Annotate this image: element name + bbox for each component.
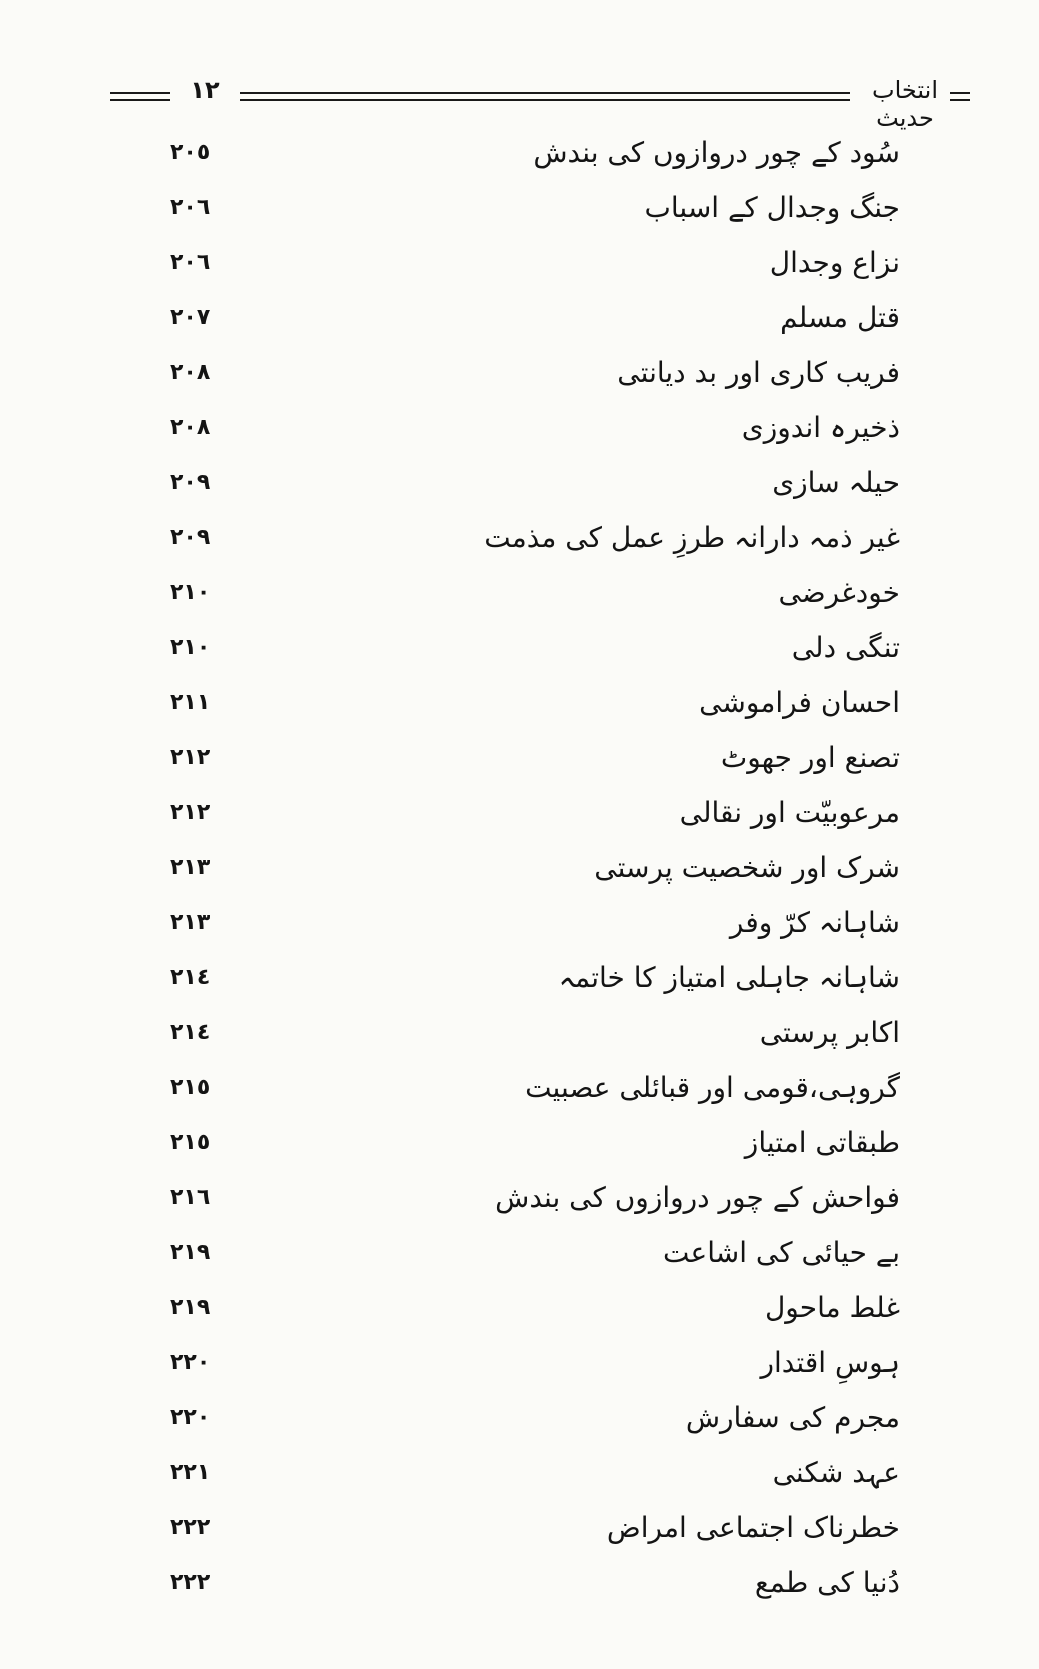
toc-entry-page: ٢١١ [170,690,211,715]
toc-entry [160,1010,920,1065]
toc-entry-title: بے حیائی کی اشاعت [663,1236,900,1269]
toc-entry-page: ٢٠٩ [170,470,211,495]
toc-entry [160,845,920,900]
toc-entry-title: فریب کاری اور بد دیانتی [617,356,900,389]
table-of-contents [160,130,920,1615]
toc-entry-page: ٢٢٠ [170,1405,211,1430]
toc-entry-title: فواحش کے چور دروازوں کی بندش [495,1181,900,1214]
toc-entry [160,955,920,1010]
toc-entry-title: شاہانہ کرّ وفر [729,906,900,939]
toc-entry-title: تصنع اور جھوٹ [720,741,900,774]
toc-entry-page: ٢١٦ [170,1185,211,1210]
toc-entry [160,185,920,240]
toc-entry-page: ٢٢١ [170,1460,211,1485]
toc-entry-title: گروہی،قومی اور قبائلی عصبیت [525,1071,900,1104]
toc-entry-title: سُود کے چور دروازوں کی بندش [533,136,900,169]
toc-entry-title: غیر ذمہ دارانہ طرزِ عمل کی مذمت [484,521,900,554]
toc-entry-page: ٢٠٦ [170,250,211,275]
toc-entry-title: نزاع وجدال [769,246,900,279]
toc-entry [160,680,920,735]
header-rule-right [950,92,970,101]
toc-entry [160,405,920,460]
toc-entry-page: ٢٠٨ [170,415,211,440]
toc-entry-page: ٢٠٧ [170,305,211,330]
toc-entry-title: خودغرضی [778,576,900,609]
toc-entry [160,1065,920,1120]
toc-entry [160,515,920,570]
toc-entry-page: ٢٢٢ [170,1515,211,1540]
toc-entry-title: تنگی دلی [791,631,900,664]
toc-entry [160,130,920,185]
toc-entry-title: جنگ وجدال کے اسباب [644,191,900,224]
book-title: انتخاب حدیث [872,76,938,132]
toc-entry-page: ٢١٤ [170,965,211,990]
toc-entry-page: ٢١٩ [170,1240,211,1265]
toc-entry-title: غلط ماحول [764,1291,900,1324]
toc-entry-title: قتل مسلم [780,301,900,334]
toc-entry-page: ٢١٩ [170,1295,211,1320]
toc-entry-title: ہوسِ اقتدار [760,1346,900,1379]
toc-entry-title: طبقاتی امتیاز [744,1126,900,1159]
toc-entry-page: ٢١٥ [170,1130,211,1155]
toc-entry-title: احسان فراموشی [699,686,900,719]
header-rule-middle [240,92,850,101]
toc-entry-title: ذخیرہ اندوزی [741,411,900,444]
toc-entry [160,1175,920,1230]
toc-entry-page: ٢١٠ [170,635,211,660]
toc-entry [160,460,920,515]
page-number: ١٢ [190,76,220,104]
toc-entry-title: خطرناک اجتماعی امراض [606,1511,900,1544]
toc-entry-page: ٢١٢ [170,800,211,825]
toc-entry-page: ٢١٢ [170,745,211,770]
toc-entry [160,790,920,845]
toc-entry-page: ٢١٥ [170,1075,211,1100]
toc-entry [160,625,920,680]
toc-entry [160,735,920,790]
toc-entry [160,1120,920,1175]
toc-entry-page: ٢٢٠ [170,1350,211,1375]
running-header [110,70,970,132]
toc-entry-title: مرعوبیّت اور نقالی [679,796,900,829]
toc-entry-title: شاہانہ جاہلی امتیاز کا خاتمہ [558,961,900,994]
toc-entry [160,1340,920,1395]
toc-entry-page: ٢٠٥ [170,140,211,165]
toc-entry-page: ٢١٣ [170,910,211,935]
toc-entry [160,1450,920,1505]
toc-entry [160,1395,920,1450]
toc-entry [160,1230,920,1285]
toc-entry-page: ٢٢٢ [170,1570,211,1595]
toc-entry-title: اکابر پرستی [759,1016,900,1049]
toc-entry [160,1285,920,1340]
toc-entry-title: دُنیا کی طمع [754,1566,900,1599]
toc-entry-title: حیلہ سازی [772,466,900,499]
toc-entry [160,1505,920,1560]
toc-entry-page: ٢٠٨ [170,360,211,385]
toc-entry-title: عہد شکنی [772,1456,900,1489]
toc-entry-page: ٢٠٩ [170,525,211,550]
toc-entry-page: ٢٠٦ [170,195,211,220]
toc-entry-page: ٢١٣ [170,855,211,880]
toc-entry [160,350,920,405]
toc-entry-title: شرک اور شخصیت پرستی [594,851,900,884]
toc-entry-page: ٢١٠ [170,580,211,605]
toc-entry [160,240,920,295]
toc-entry-title: مجرم کی سفارش [685,1401,900,1434]
toc-entry [160,295,920,350]
header-rule-left [110,92,170,101]
toc-entry-page: ٢١٤ [170,1020,211,1045]
toc-entry [160,570,920,625]
toc-entry [160,900,920,955]
toc-entry [160,1560,920,1615]
